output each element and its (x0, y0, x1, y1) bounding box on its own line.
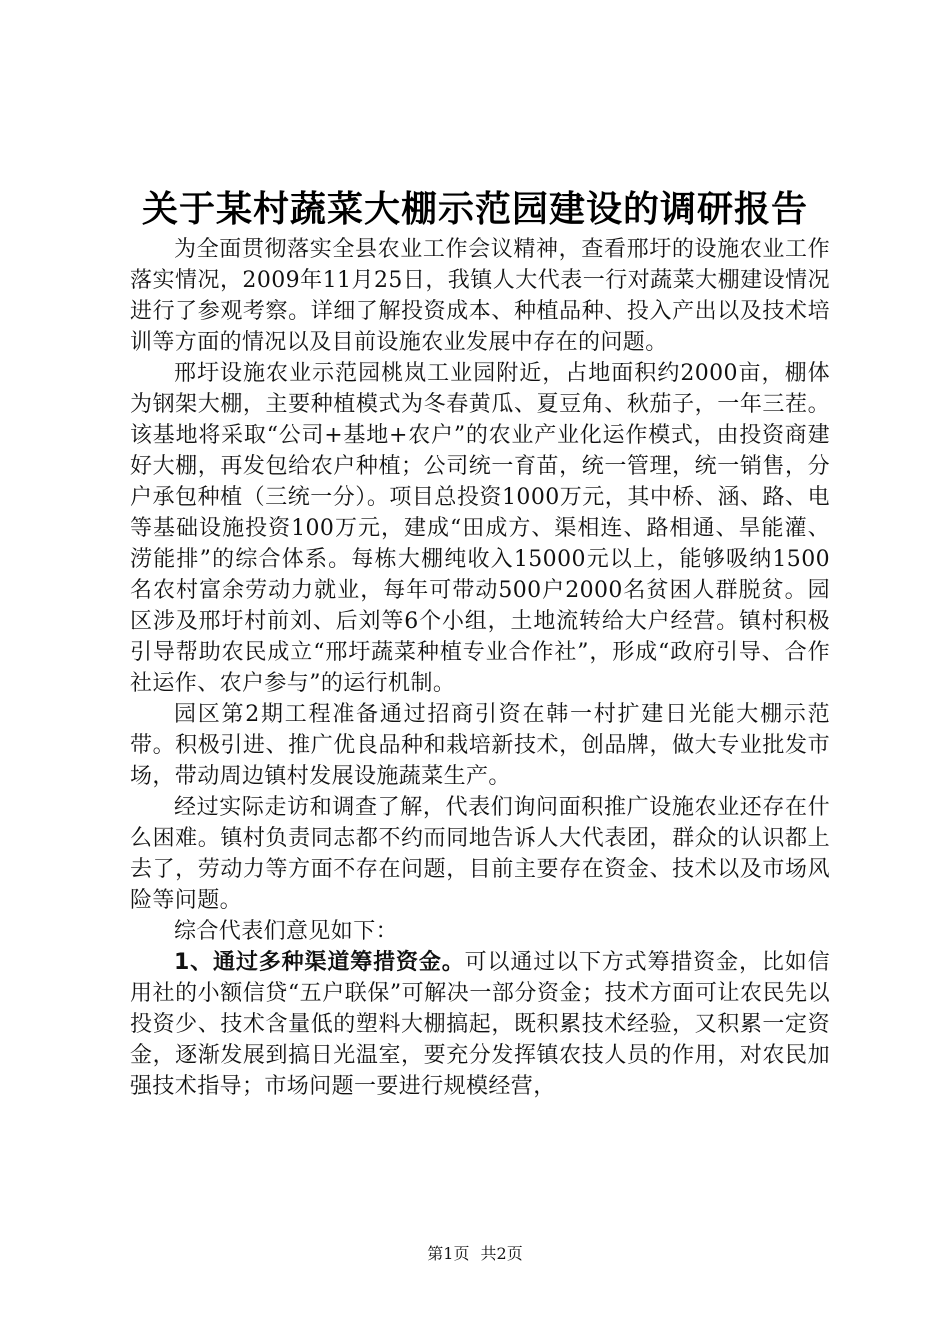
paragraph-phase-two: 园区第2期工程准备通过招商引资在韩一村扩建日光能大棚示范带。积极引进、推广优良品种和栽培新技术，创品牌，做大专业批发市场，带动周边镇村发展设施蔬菜生产。 (130, 702, 830, 789)
item-1-text: 可以通过以下方式筹措资金，比如信用社的小额信贷“五户联保”可解决一部分资金；技术方面可让农民先以投资少、技术含量低的塑料大棚搞起，既积累技术经验，又积累一定资金，逐渐发展到搞日光温室，要充分发挥镇农技人员的作用，对农民加强技术指导；市场问题一要进行规模经营， (130, 950, 831, 1099)
paragraph-demo-park: 邢圩设施农业示范园桃岚工业园附近，占地面积约2000亩，棚体为钢架大棚，主要种植模式为冬春黄瓜、夏豆角、秋茄子，一年三茬。该基地将采取“公司+基地+农户”的农业产业化运作模式，由投资商建好大棚，再发包给农户种植；公司统一育苗，统一管理，统一销售，分户承包种植（三统一分）。项目总投资1000万元，其中桥、涵、路、电等基础设施投资100万元，建成“田成方、渠相连、路相通、旱能灌、涝能排”的综合体系。每栋大棚纯收入15000元以上，能够吸纳1500名农村富余劳动力就业，每年可带动500户2000名贫困人群脱贫。园区涉及邢圩村前刘、后刘等6个小组，土地流转给大户经营。镇村积极引导帮助农民成立“邢圩蔬菜种植专业合作社”，形成“政府引导、合作社运作、农户参与”的运行机制。 (130, 361, 830, 696)
paragraph-difficulties: 经过实际走访和调查了解，代表们询问面积推广设施农业还存在什么困难。镇村负责同志都不约而同地告诉人大代表团，群众的认识都上去了，劳动力等方面不存在问题，目前主要存在资金、技术以及市场风险等问题。 (130, 795, 830, 913)
page-number: 第1页 (427, 1244, 470, 1263)
page-footer (0, 1243, 950, 1265)
paragraph-opinions: 综合代表们意见如下： (174, 919, 399, 944)
item-1-heading: 1、通过多种渠道筹措资金。 (174, 950, 465, 975)
document-title: 关于某村蔬菜大棚示范园建设的调研报告 (141, 188, 808, 230)
paragraph-intro: 为全面贯彻落实全县农业工作会议精神，查看邢圩的设施农业工作落实情况，2009年11月25日，我镇人大代表一行对蔬菜大棚建设情况进行了参观考察。详细了解投资成本、种植品种、投入产出以及技术培训等方面的情况以及目前设施农业发展中存在的问题。 (130, 237, 830, 355)
paragraph-item-1 (130, 947, 830, 1102)
document-body (130, 234, 830, 1102)
page-total: 共2页 (480, 1244, 523, 1263)
